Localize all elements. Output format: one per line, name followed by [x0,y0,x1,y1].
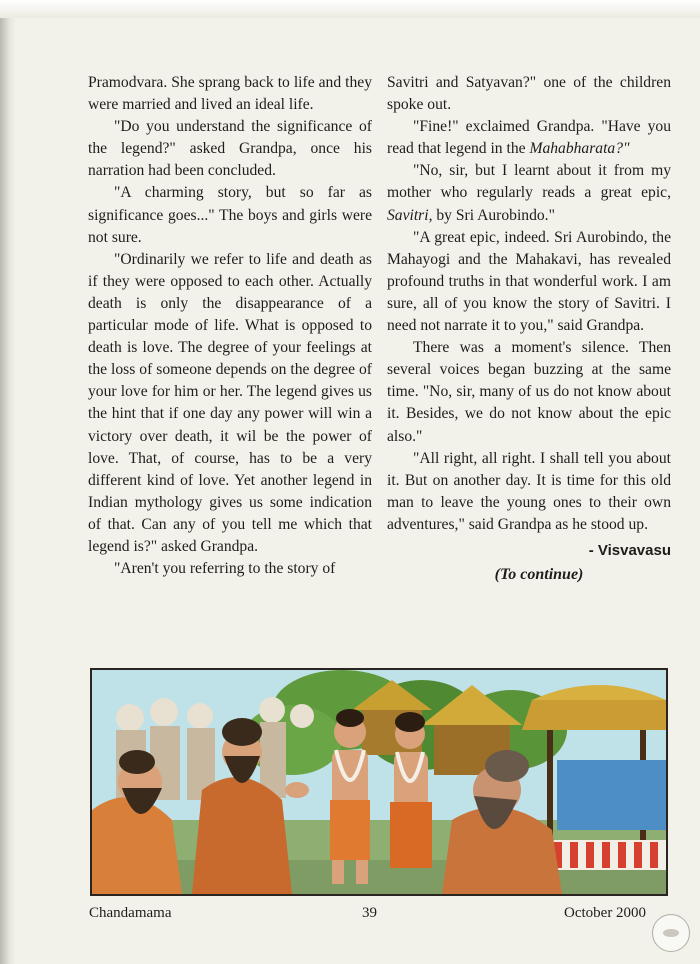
right-paragraph-4: "A great epic, indeed. Sri Aurobindo, the Mahayogi and the Mahakavi, has revealed profound truths in that wonderful work. I am sure, all of you know the story of Savitri. I need not narrate it to you," said Grandpa. [387,228,671,335]
right-paragraph-3-end: by Sri Aurobindo." [432,206,555,224]
left-paragraph-5: "Aren't you referring to the story of [114,560,336,578]
mahabharata-title: Mahabharata?" [529,140,630,158]
to-continue-note: (To continue) [494,566,584,584]
right-paragraph-3-text: "No, sir, but I learnt about it from my mother who regularly reads a great epic, [387,162,671,202]
illustration-art [92,670,666,894]
right-paragraph-5: There was a moment's silence. Then several voices began buzzing at the same time. "No, sir, many of us do not know about it. Besides, we do not know about the epic also." [387,339,671,445]
left-column [88,72,372,580]
footer-magazine-name: Chandamama [89,905,172,921]
left-paragraph-3: "A charming story, but so far as significance goes..." The boys and girls were not sure. [88,184,372,246]
library-stamp-icon [652,914,690,952]
author-signoff: - Visvavasu [588,541,671,559]
page-edge-top [0,0,700,18]
right-paragraph-6: "All right, all right. I shall tell you about it. But on another day. It is time for this old man to leave the young ones to their own adventures," said Grandpa as he stood up. [387,449,671,533]
right-paragraph-2 [387,116,671,160]
left-paragraph-1: Pramodvara. She sprang back to life and they were married and lived an ideal life. [88,74,372,114]
right-paragraph-2-text: "Fine!" exclaimed Grandpa. "Have you read that legend in the [387,118,671,158]
savitri-title: Savitri, [387,206,433,224]
right-paragraph-1: Savitri and Satyavan?" one of the children spoke out. [387,74,671,114]
footer-issue-date: October 2000 [564,905,647,921]
left-paragraph-2: "Do you understand the significance of the legend?" asked Grandpa, once his narration had been concluded. [88,118,372,180]
right-paragraph-3 [387,160,671,226]
left-paragraph-4: "Ordinarily we refer to life and death as if they were opposed to each other. Actually death is only the disappearance of a particular mode of life. What is opposed to death is love. The degree of your feelings at the loss of someone depends on the degree of your love for him or her. The legend gives us the hint that if one day any power will win a victory over death, it wil be the power of love. That, of course, has to be a very different kind of love. Yet another legend in Indian mythology gives us some indication of that. Can any of you tell me which that legend is?" asked Grandpa. [88,250,372,555]
wedding-scene-illustration [90,668,668,896]
footer-page-number: 39 [362,905,377,921]
page-edge-left [0,18,16,964]
right-column [387,72,671,586]
